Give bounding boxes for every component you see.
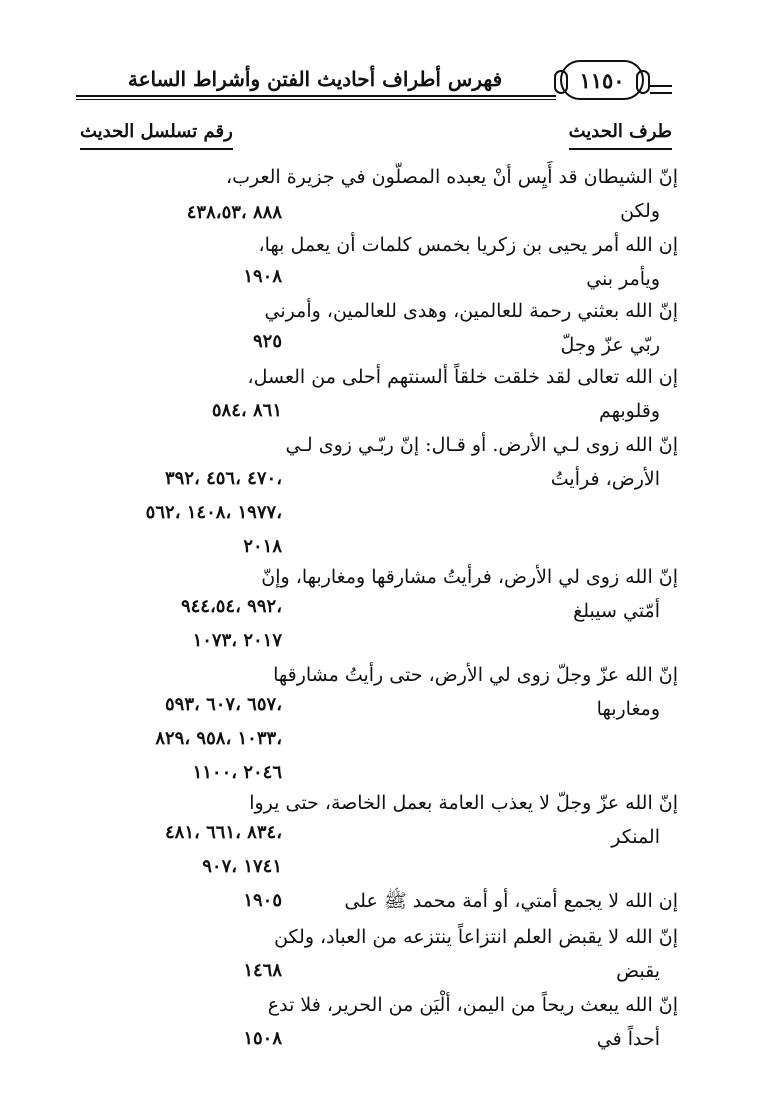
hadith-line: ربّي عزّ وجلّ [560, 334, 660, 356]
hadith-text [266, 294, 678, 362]
hadith-numbers [82, 816, 282, 884]
header-rule [76, 95, 556, 97]
page-number: ١١٥٠ [560, 60, 644, 100]
hadith-text [261, 560, 678, 628]
hadith-line: إن الله أمر يحيى بن زكريا بخمس كلمات أن يعمل بها، [258, 234, 678, 256]
hadith-line: الأرض، فرأيتُ [550, 468, 660, 490]
running-title: فهرس أطراف أحاديث الفتن وأشراط الساعة [127, 67, 503, 91]
hadith-line: إنّ الله زوى لي الأرض، فرأيتُ مشارقها ومغاربها، وإنّ [261, 566, 678, 588]
hadith-numbers [82, 260, 282, 294]
hadith-numbers [82, 462, 282, 564]
hadith-line: إنّ الله بعثني رحمة للعالمين، وهدى للعالمين، وأمرني [264, 300, 678, 322]
hadith-number-line: ٨٦١ ،٥٨٤ [211, 400, 282, 421]
hadith-numbers [82, 196, 282, 230]
hadith-text [247, 360, 678, 428]
hadith-number-line: ٢٠١٨ [243, 536, 282, 557]
hadith-number-line: ،١٩٧٧ ،١٤٠٨ ،٥٦٢ [145, 502, 282, 523]
hadith-line: إنّ الله عزّ وجلّ لا يعذب العامة بعمل الخاصة، حتى يروا [249, 792, 678, 814]
header-ornament-dash [650, 92, 672, 94]
hadith-line: إن الله تعالى لقد خلقت خلقاً ألسنتهم أحلى من العسل، [247, 366, 678, 388]
hadith-numbers [82, 884, 282, 918]
hadith-number-line: ١٥٠٨ [243, 1028, 282, 1049]
hadith-number-line: ١٤٦٨ [243, 960, 282, 981]
hadith-line: ويأمر بني [586, 268, 660, 290]
hadith-numbers [82, 394, 282, 428]
hadith-line: ومغاربها [596, 698, 660, 720]
column-header-hadith: طرف الحديث [569, 118, 672, 150]
hadith-line: أحداً في [596, 1028, 660, 1050]
header-ornament-dash [650, 85, 672, 87]
column-header-number: رقم تسلسل الحديث [80, 118, 233, 150]
hadith-line: المنكر [611, 826, 660, 848]
hadith-numbers [82, 688, 282, 790]
hadith-text [266, 988, 678, 1056]
hadith-text [266, 658, 678, 726]
hadith-number-line: ،٨٣٤ ،٦٦١ ،٤٨١ [164, 822, 282, 843]
header-rule-thin [76, 99, 556, 100]
hadith-number-line: ٨٨٨ ،٤٣٨،٥٣ [186, 202, 282, 223]
hadith-number-line: ٩٢٥ [252, 331, 282, 352]
hadith-number-line: ١٩٠٥ [243, 890, 282, 911]
hadith-number-line: ،١٠٣٣ ،٩٥٨ ،٨٢٩ [155, 728, 282, 749]
hadith-number-line: ،٦٥٧ ،٦٠٧ ،٥٩٣ [164, 694, 282, 715]
hadith-line: إنّ الله يبعث ريحاً من اليمن، ألْيَن من الحرير، فلا تدع [267, 994, 678, 1016]
hadith-numbers [82, 954, 282, 988]
hadith-number-line: ١٧٤١ ،٩٠٧ [202, 856, 282, 877]
hadith-number-line: ٢٠١٧ ،١٠٧٣ [192, 630, 282, 651]
hadith-numbers [82, 590, 282, 658]
hadith-number-line: ،٩٩٢ ،٩٤٤،٥٤ [180, 596, 282, 617]
hadith-number-line: ٢٠٤٦ ،١١٠٠ [192, 762, 282, 783]
hadith-line: إنّ الله لا يقبض العلم انتزاعاً ينتزعه من العباد، ولكن [274, 926, 678, 948]
hadith-text [249, 786, 678, 854]
hadith-line: إنّ الله زوى لـي الأرض. أو قـال: إنّ ربّـي زوى لـي [285, 434, 678, 456]
hadith-line: ولكن [620, 200, 660, 222]
hadith-line: يقبض [616, 960, 660, 982]
hadith-text [266, 884, 678, 918]
hadith-line: إنّ الله عزّ وجلّ زوى لي الأرض، حتى رأيتُ مشارقها [273, 664, 678, 686]
hadith-text [266, 428, 678, 496]
hadith-line: أمّتي سيبلغ [573, 600, 660, 622]
hadith-number-line: ،٤٧٠ ،٤٥٦ ،٣٩٢ [164, 468, 282, 489]
hadith-line: إنّ الشيطان قد أَيِس أنْ يعبده المصلّون في جزيرة العرب، [225, 166, 678, 188]
hadith-line: إن الله لا يجمع أمتي، أو أمة محمد ﷺ على [344, 890, 678, 912]
hadith-numbers [82, 325, 282, 359]
hadith-text [266, 920, 678, 988]
hadith-numbers [82, 1022, 282, 1056]
hadith-number-line: ١٩٠٨ [243, 266, 282, 287]
hadith-line: وقلوبهم [598, 400, 660, 422]
